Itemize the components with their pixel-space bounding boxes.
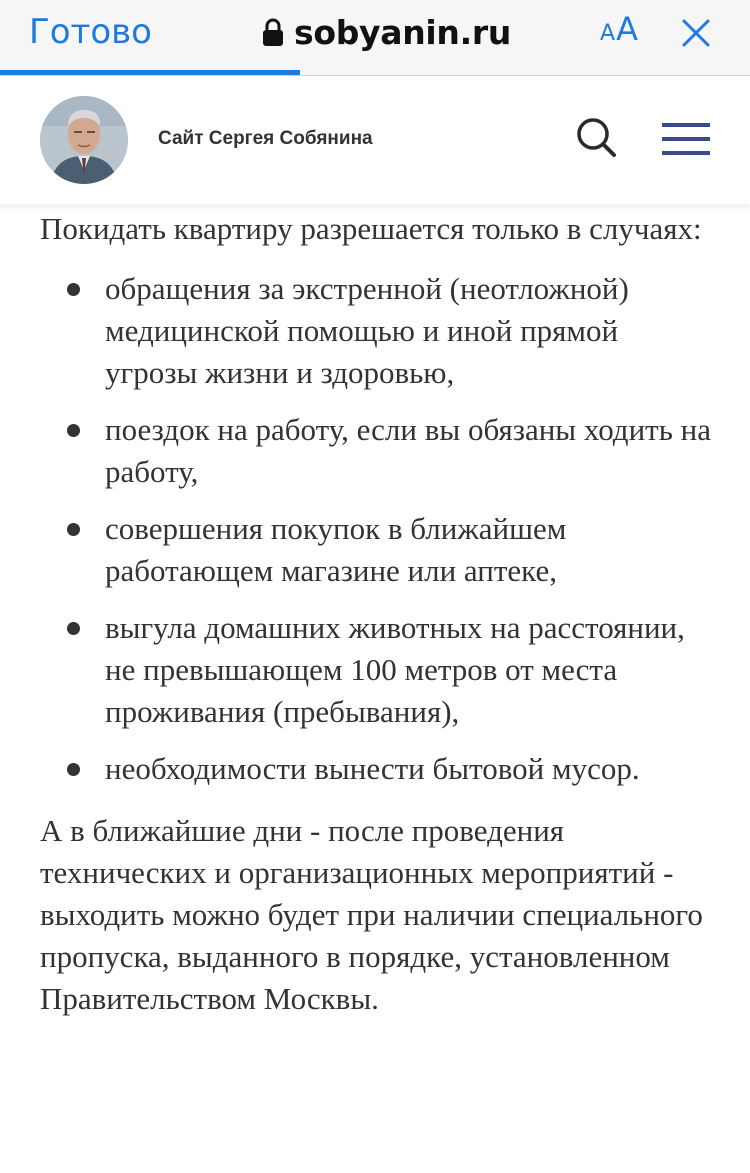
list-item-text: обращения за экстренной (неотложной) медицинской помощью и иной прямой угрозы жизни и здоровью, <box>105 271 629 390</box>
list-item-text: необходимости вынести бытовой мусор. <box>105 751 640 786</box>
browser-toolbar <box>0 0 750 76</box>
done-button[interactable]: Готово <box>29 12 152 52</box>
bullet-icon <box>67 424 80 437</box>
list-item <box>40 748 712 790</box>
portrait-icon <box>40 96 128 184</box>
text-size-button[interactable] <box>600 10 638 54</box>
list-item <box>40 508 712 592</box>
page-load-progress-bar <box>0 70 300 75</box>
list-item <box>40 268 712 394</box>
list-item <box>40 409 712 493</box>
site-header <box>0 76 750 204</box>
text-size-big-a: A <box>616 10 638 48</box>
close-icon[interactable] <box>681 18 711 48</box>
list-item <box>40 607 712 733</box>
list-item-text: выгула домашних животных на расстоянии, не превышающем 100 метров от места проживания (пребывания), <box>105 610 685 729</box>
url-text: sobyanin.ru <box>294 12 512 52</box>
site-title[interactable]: Сайт Сергея Собянина <box>158 128 373 149</box>
bullet-icon <box>67 622 80 635</box>
exceptions-list <box>40 268 712 790</box>
closing-paragraph: А в ближайшие дни - после проведения технических и организационных мероприятий - выходить можно будет при наличии специального пропуска, выданного в порядке, установленном Правительством Москвы. <box>40 813 703 1016</box>
hamburger-menu-icon[interactable] <box>662 122 710 156</box>
address-bar[interactable] <box>262 12 511 52</box>
list-item-text: поездок на работу, если вы обязаны ходить на работу, <box>105 412 711 489</box>
bullet-icon <box>67 523 80 536</box>
article-body <box>40 204 712 1020</box>
intro-paragraph: Покидать квартиру разрешается только в случаях: <box>40 211 702 246</box>
bullet-icon <box>67 283 80 296</box>
list-item-text: совершения покупок в ближайшем работающем магазине или аптеке, <box>105 511 567 588</box>
lock-icon <box>262 17 284 47</box>
bullet-icon <box>67 763 80 776</box>
search-icon[interactable] <box>575 116 617 158</box>
text-size-small-a: A <box>600 21 616 46</box>
avatar[interactable] <box>40 96 128 184</box>
